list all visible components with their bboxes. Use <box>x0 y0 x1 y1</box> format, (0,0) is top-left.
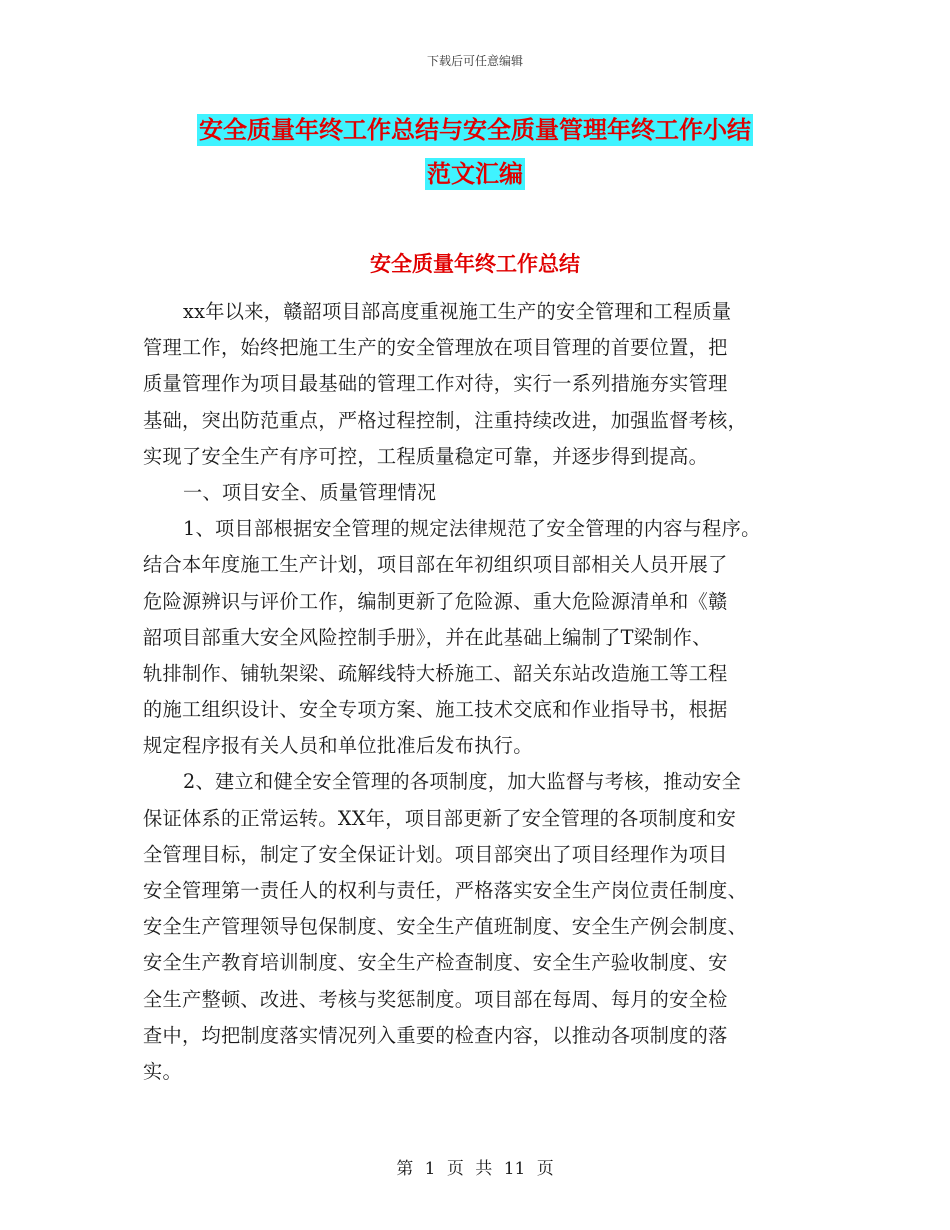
text-line: 实现了安全生产有序可控，工程质量稳定可靠，并逐步得到提高。 <box>143 444 709 468</box>
text-line: 实。 <box>143 1059 182 1083</box>
text-line: 保证体系的正常运转。XX年，项目部更新了安全管理的各项制度和安 <box>143 806 737 830</box>
text-line: 危险源辨识与评价工作，编制更新了危险源、重大危险源清单和《赣 <box>143 589 728 613</box>
text-line: 基础，突出防范重点，严格过程控制，注重持续改进，加强监督考核， <box>143 408 748 432</box>
subheading-line: 一、项目安全、质量管理情况 <box>183 480 437 504</box>
text-line: 韶项目部重大安全风险控制手册》，并在此基础上编制了T梁制作、 <box>143 625 712 649</box>
text-line: 全生产整顿、改进、考核与奖惩制度。项目部在每周、每月的安全检 <box>143 987 728 1011</box>
document-title-line-2: 范文汇编 <box>427 160 523 188</box>
text-line: 2、建立和健全安全管理的各项制度，加大监督与考核，推动安全 <box>183 770 742 794</box>
text-line: 规定程序报有关人员和单位批准后发布执行。 <box>143 734 533 758</box>
text-line: 1、项目部根据安全管理的规定法律规范了安全管理的内容与程序。 <box>183 517 761 541</box>
text-line: 安全管理第一责任人的权利与责任，严格落实安全生产岗位责任制度、 <box>143 879 748 902</box>
text-line: 管理工作，始终把施工生产的安全管理放在项目管理的首要位置，把 <box>143 336 728 360</box>
text-line: 轨排制作、铺轨架梁、疏解线特大桥施工、韶关东站改造施工等工程 <box>143 661 728 685</box>
text-line: xx年以来，赣韶项目部高度重视施工生产的安全管理和工程质量 <box>183 300 732 323</box>
page-footer: 第 1 页 共 11 页 <box>396 1159 554 1179</box>
section-title: 安全质量年终工作总结 <box>370 252 580 276</box>
text-line: 质量管理作为项目最基础的管理工作对待，实行一系列措施夯实管理 <box>143 372 728 396</box>
body-text <box>143 294 833 1090</box>
text-line: 结合本年度施工生产计划，项目部在年初组织项目部相关人员开展了 <box>143 553 728 577</box>
text-line: 安全生产管理领导包保制度、安全生产值班制度、安全生产例会制度、 <box>143 915 748 939</box>
document-title-line-1: 安全质量年终工作总结与安全质量管理年终工作小结 <box>199 116 751 144</box>
text-line: 全管理目标，制定了安全保证计划。项目部突出了项目经理作为项目 <box>143 842 728 866</box>
text-line: 安全生产教育培训制度、安全生产检查制度、安全生产验收制度、安 <box>143 951 728 975</box>
text-line: 的施工组织设计、安全专项方案、施工技术交底和作业指导书，根据 <box>143 698 728 722</box>
text-line: 查中，均把制度落实情况列入重要的检查内容，以推动各项制度的落 <box>143 1023 728 1047</box>
page-header-note: 下载后可任意编辑 <box>426 54 523 68</box>
